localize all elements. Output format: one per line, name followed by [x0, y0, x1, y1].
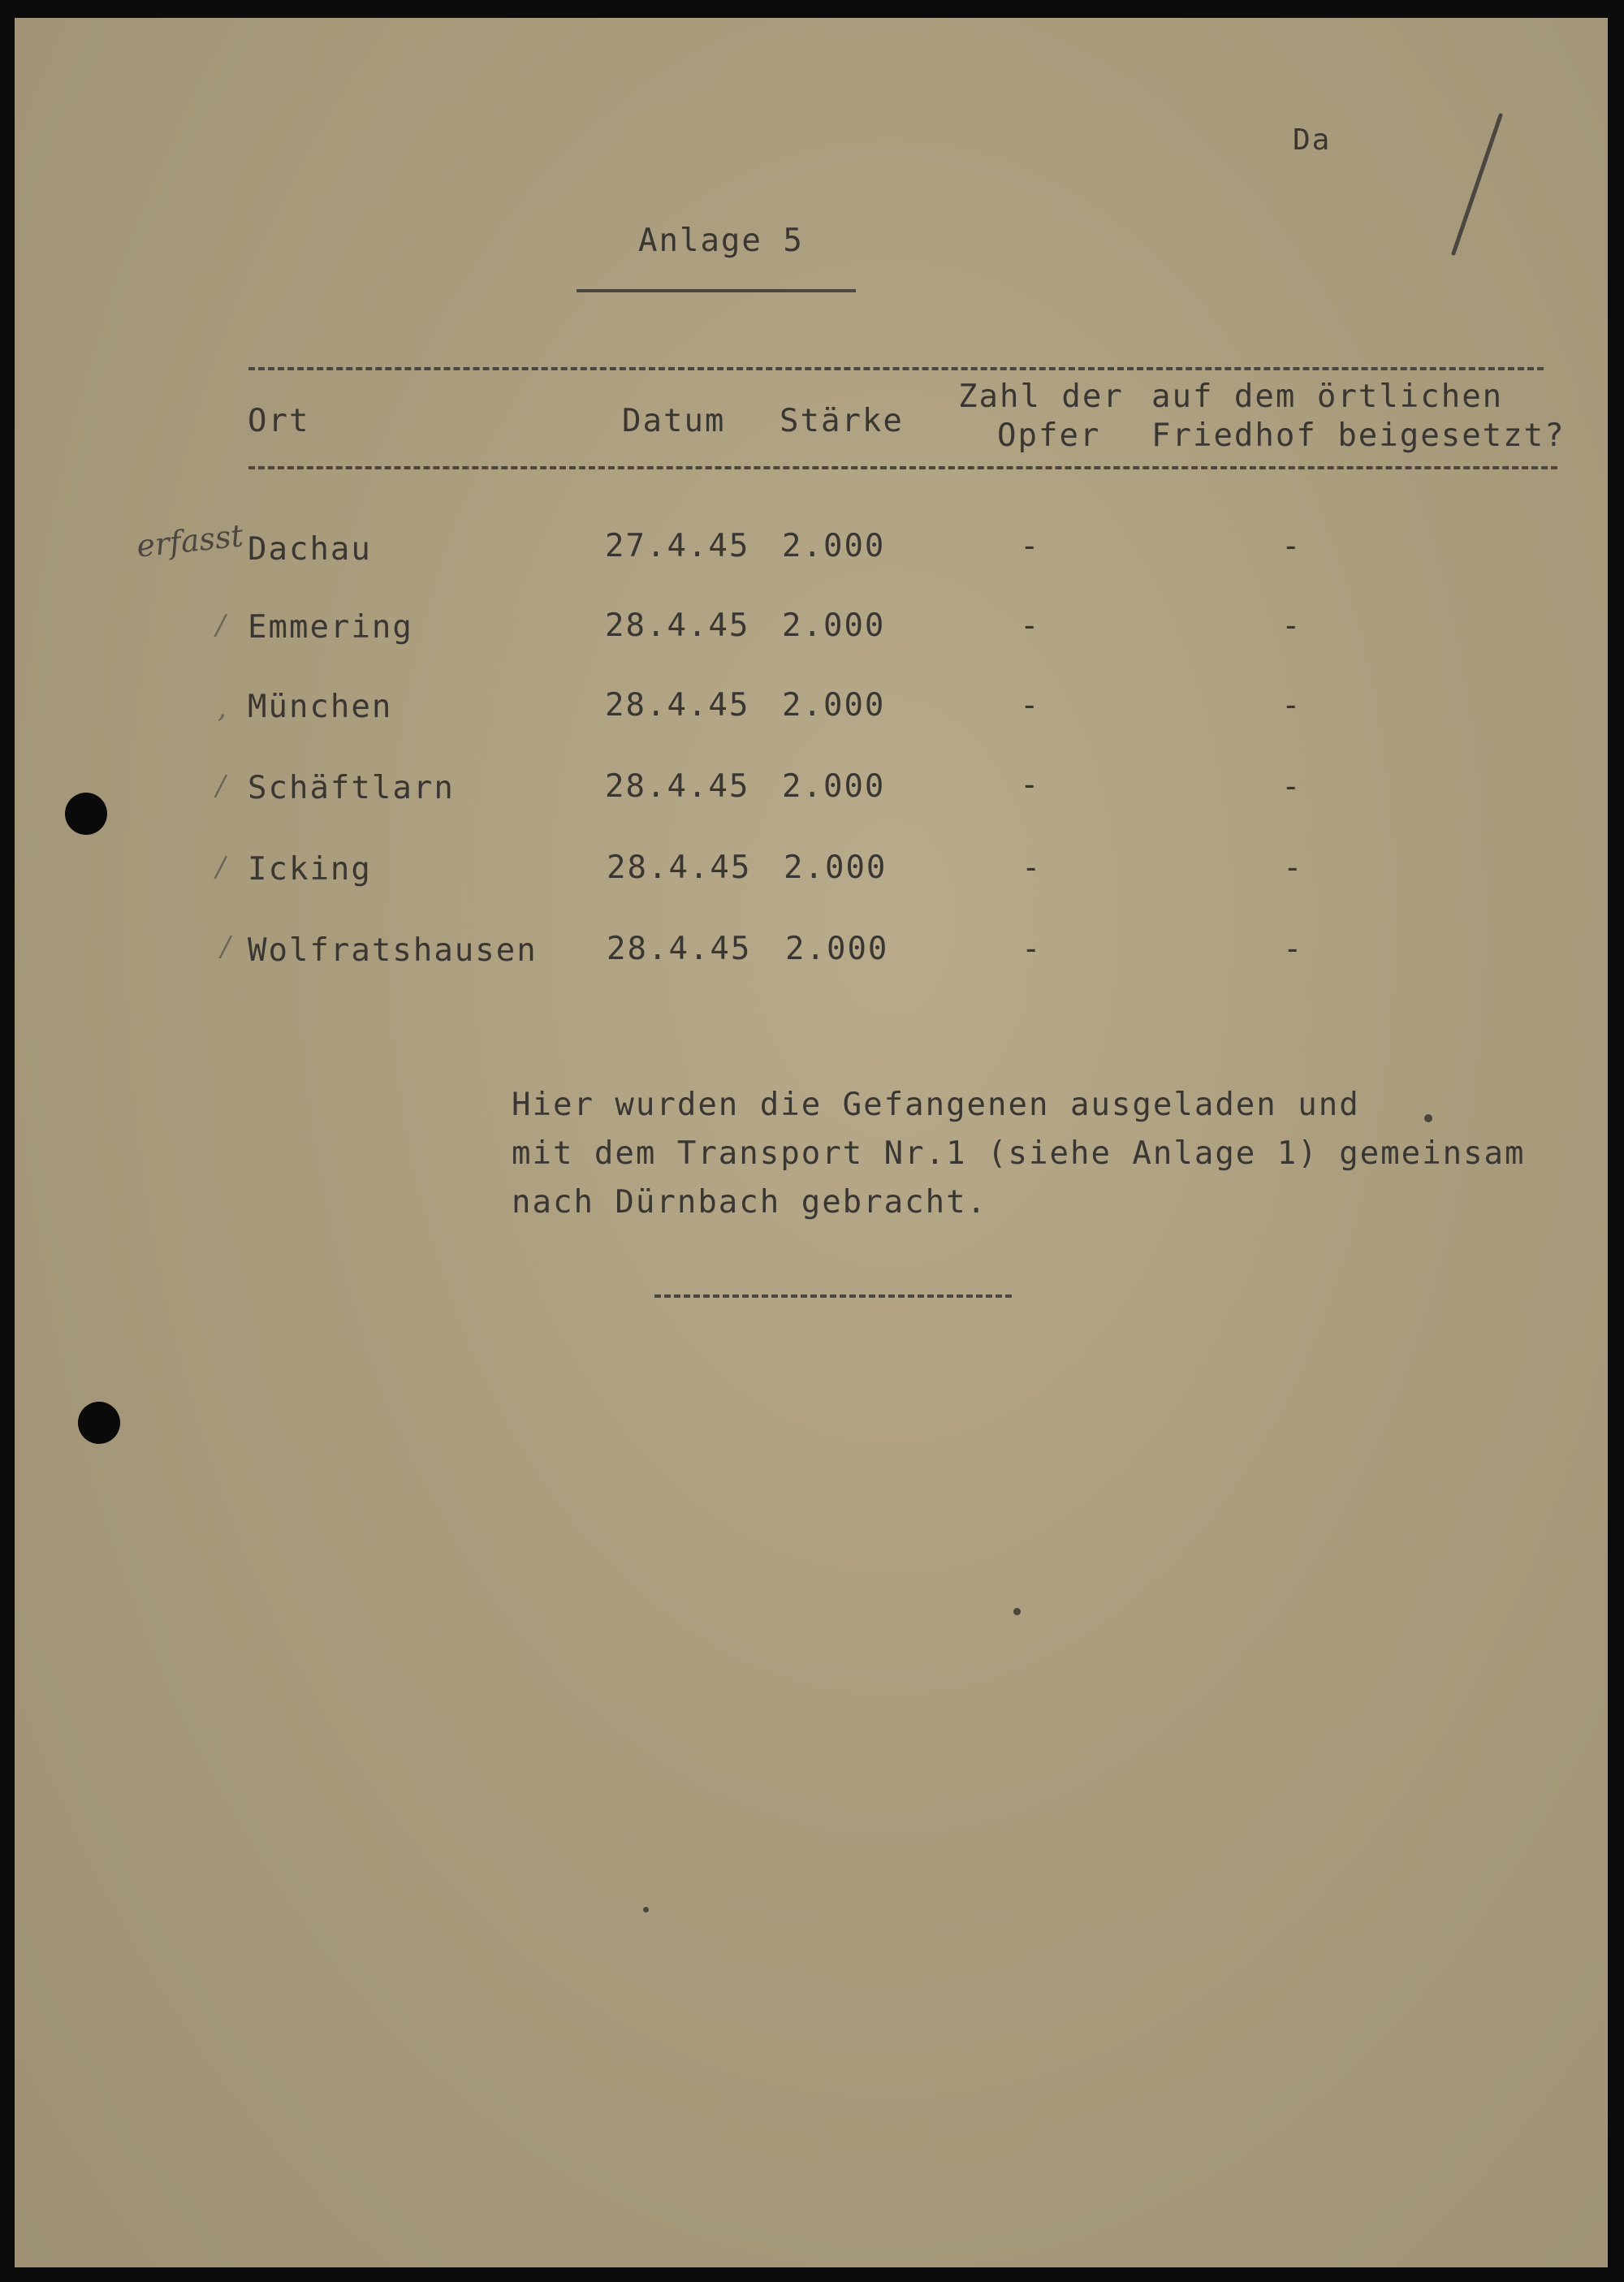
table-top-rule — [248, 367, 1544, 370]
cell-friedhof: - — [1283, 931, 1304, 967]
cell-friedhof: - — [1281, 687, 1302, 724]
cell-datum: 27.4.45 — [605, 528, 750, 564]
note-line-1: Hier wurden die Gefangenen ausgeladen und — [512, 1087, 1360, 1123]
cell-friedhof: - — [1281, 528, 1302, 564]
cell-ort: Emmering — [248, 609, 413, 646]
note-line-3: nach Dürnbach gebracht. — [512, 1184, 988, 1221]
cell-staerke: 2.000 — [782, 528, 886, 564]
paper-speck — [1424, 1114, 1432, 1122]
header-opfer-line1: Zahl der — [958, 378, 1124, 415]
cell-datum: 28.4.45 — [605, 607, 750, 644]
header-bottom-rule — [248, 466, 1557, 469]
check-mark-icon: / — [216, 770, 226, 802]
cell-ort: Wolfratshausen — [248, 932, 538, 969]
corner-mark: Da — [1293, 123, 1332, 157]
punch-hole — [78, 1402, 120, 1444]
check-mark-icon: / — [216, 851, 226, 884]
cell-staerke: 2.000 — [782, 768, 886, 805]
cell-opfer: - — [1020, 767, 1041, 803]
cell-friedhof: - — [1281, 768, 1302, 805]
cell-datum: 28.4.45 — [605, 768, 750, 805]
cell-datum: 28.4.45 — [607, 931, 752, 967]
cell-opfer: - — [1020, 528, 1041, 564]
header-staerke: Stärke — [780, 403, 904, 439]
cell-ort: Schäftlarn — [248, 770, 455, 806]
header-friedhof-line1: auf dem örtlichen — [1151, 378, 1504, 415]
cell-staerke: 2.000 — [784, 849, 888, 886]
pencil-stroke-icon — [1444, 107, 1509, 261]
check-mark-icon: / — [221, 931, 231, 963]
closing-rule — [654, 1294, 1012, 1298]
cell-opfer: - — [1021, 931, 1043, 967]
cell-staerke: 2.000 — [782, 687, 886, 724]
header-friedhof-line2: Friedhof beigesetzt? — [1151, 417, 1566, 454]
document-page — [15, 18, 1608, 2267]
cell-staerke: 2.000 — [782, 607, 886, 644]
header-ort: Ort — [248, 403, 310, 439]
cell-staerke: 2.000 — [785, 931, 889, 967]
cell-friedhof: - — [1283, 849, 1304, 886]
header-opfer-line2: Opfer — [997, 417, 1101, 454]
check-mark-icon: , — [218, 692, 227, 724]
paper-speck — [1013, 1608, 1021, 1615]
title-underline — [577, 289, 856, 292]
cell-datum: 28.4.45 — [605, 687, 750, 724]
cell-opfer: - — [1020, 607, 1041, 644]
paper-speck — [643, 1907, 649, 1912]
cell-ort: München — [248, 689, 393, 725]
header-datum: Datum — [622, 403, 726, 439]
cell-opfer: - — [1020, 687, 1041, 724]
page-title: Anlage 5 — [638, 223, 804, 259]
punch-hole — [65, 793, 107, 835]
margin-handwriting: erfasst — [135, 517, 245, 564]
check-mark-icon: / — [216, 609, 226, 642]
cell-datum: 28.4.45 — [607, 849, 752, 886]
cell-ort: Icking — [248, 851, 372, 888]
note-line-2: mit dem Transport Nr.1 (siehe Anlage 1) gemeinsam — [512, 1135, 1526, 1172]
cell-friedhof: - — [1281, 607, 1302, 644]
cell-ort: Dachau — [248, 531, 372, 568]
cell-opfer: - — [1021, 849, 1043, 886]
